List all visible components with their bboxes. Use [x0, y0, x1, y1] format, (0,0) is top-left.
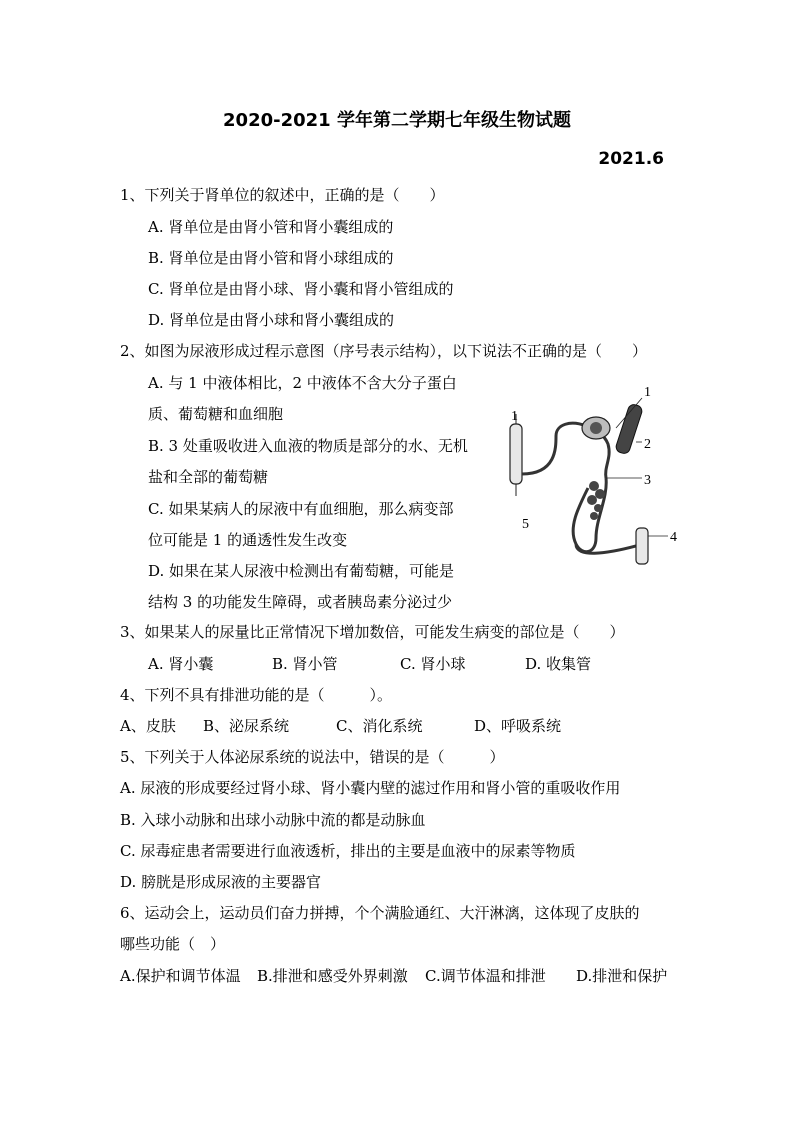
- q3-stem: 3、如果某人的尿量比正常情况下增加数倍，可能发生病变的部位是（ ）: [120, 623, 625, 641]
- q4-option-b: B、泌尿系统: [203, 717, 290, 735]
- q3-option-d: D. 收集管: [525, 655, 592, 673]
- q3-option-b: B. 肾小管: [272, 655, 338, 673]
- q3-option-a: A. 肾小囊: [148, 655, 214, 673]
- q1-option-a: A. 肾单位是由肾小管和肾小囊组成的: [148, 218, 394, 236]
- connecting-tubule: [576, 544, 636, 553]
- q4-option-d: D、呼吸系统: [474, 717, 562, 735]
- q5-option-c: C. 尿毒症患者需要进行血液透析，排出的主要是血液中的尿素等物质: [120, 842, 576, 860]
- q2-option-c-line2: 位可能是 1 的通透性发生改变: [148, 531, 348, 549]
- nephron-diagram: [496, 378, 686, 578]
- page-title: 2020-2021 学年第二学期七年级生物试题: [223, 110, 571, 131]
- q6-stem-line2: 哪些功能（ ）: [120, 935, 226, 953]
- q4-option-c: C、消化系统: [336, 717, 423, 735]
- q5-option-d: D. 膀胱是形成尿液的主要器官: [120, 873, 322, 891]
- q2-option-b-line2: 盐和全部的葡萄糖: [148, 468, 269, 486]
- label-5: 5: [522, 517, 529, 532]
- q3-option-c: C. 肾小球: [400, 655, 466, 673]
- q4-option-a: A、皮肤: [120, 717, 176, 735]
- collecting-tube-left: [510, 424, 522, 484]
- blood-vessel: [615, 403, 644, 455]
- label-4: 4: [670, 530, 677, 545]
- q2-option-a-line1: A. 与 1 中液体相比，2 中液体不含大分子蛋白: [148, 374, 457, 392]
- label-1-left: 1: [511, 409, 518, 424]
- q2-option-c-line1: C. 如果某病人的尿液中有血细胞，那么病变部: [148, 500, 454, 518]
- q6-option-c: C.调节体温和排泄: [425, 967, 546, 985]
- q2-option-d-line2: 结构 3 的功能发生障碍，或者胰岛素分泌过少: [148, 593, 453, 611]
- glomerulus: [590, 422, 602, 434]
- q1-option-d: D. 肾单位是由肾小球和肾小囊组成的: [148, 311, 395, 329]
- label-1: 1: [644, 385, 651, 400]
- q6-stem-line1: 6、运动会上，运动员们奋力拼搏，个个满脸通红、大汗淋漓，这体现了皮肤的: [120, 904, 640, 922]
- q6-option-d: D.排泄和保护: [576, 967, 668, 985]
- collecting-duct-right: [636, 528, 648, 564]
- label-2: 2: [644, 437, 651, 452]
- q1-option-c: C. 肾单位是由肾小球、肾小囊和肾小管组成的: [148, 280, 454, 298]
- q5-option-a: A. 尿液的形成要经过肾小球、肾小囊内壁的滤过作用和肾小管的重吸收作用: [120, 779, 621, 797]
- q2-option-a-line2: 质、葡萄糖和血细胞: [148, 405, 284, 423]
- q6-option-a: A.保护和调节体温: [120, 967, 241, 985]
- q2-option-b-line1: B. 3 处重吸收进入血液的物质是部分的水、无机: [148, 437, 468, 455]
- exam-date: 2021.6: [598, 149, 664, 169]
- label-3: 3: [644, 473, 651, 488]
- q2-option-d-line1: D. 如果在某人尿液中检测出有葡萄糖，可能是: [148, 562, 455, 580]
- q2-stem: 2、如图为尿液形成过程示意图（序号表示结构），以下说法不正确的是（ ）: [120, 342, 648, 360]
- q4-stem: 4、下列不具有排泄功能的是（ ）。: [120, 686, 393, 704]
- q1-option-b: B. 肾单位是由肾小管和肾小球组成的: [148, 249, 394, 267]
- q6-option-b: B.排泄和感受外界刺激: [257, 967, 408, 985]
- q1-stem: 1、下列关于肾单位的叙述中，正确的是（ ）: [120, 186, 445, 204]
- loop-of-henle: [573, 478, 606, 552]
- q5-option-b: B. 入球小动脉和出球小动脉中流的都是动脉血: [120, 811, 426, 829]
- q5-stem: 5、下列关于人体泌尿系统的说法中，错误的是（ ）: [120, 748, 505, 766]
